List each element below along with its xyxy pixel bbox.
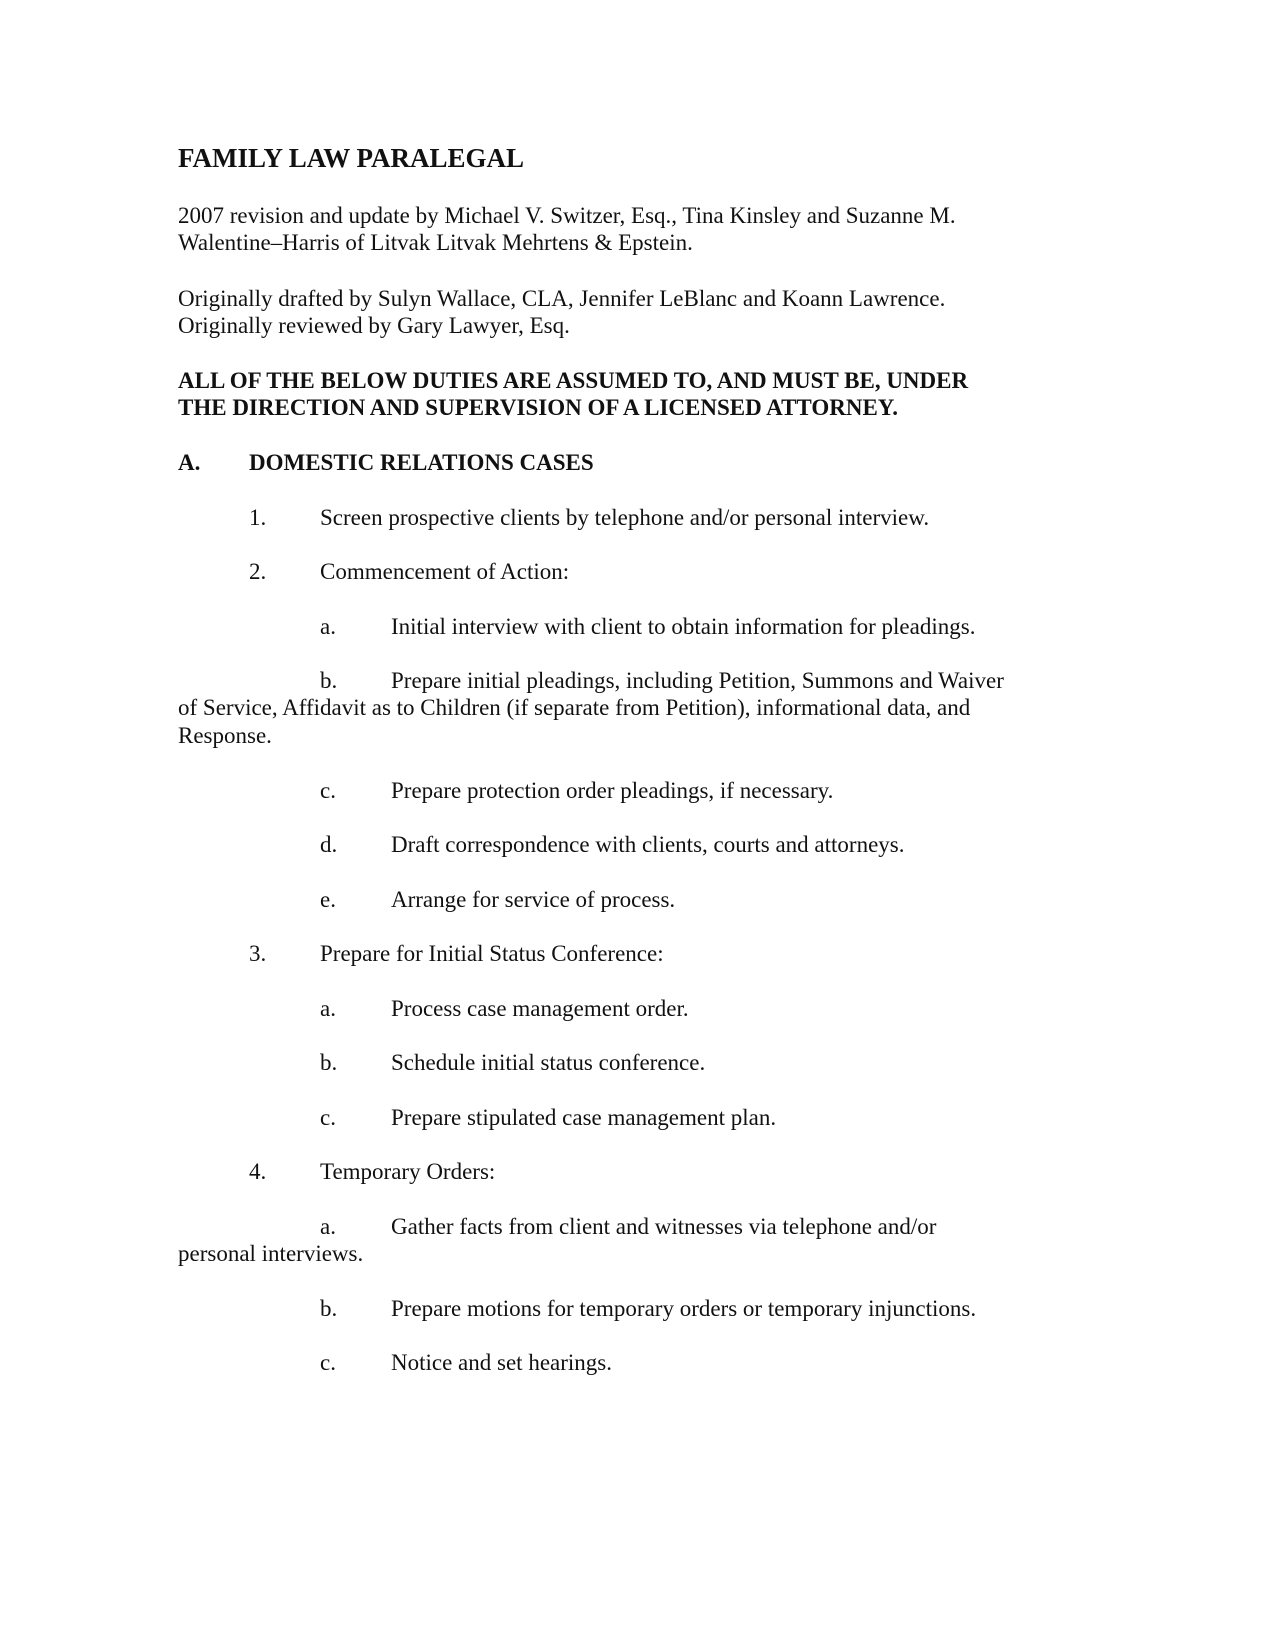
- item-text: Temporary Orders:: [320, 1159, 496, 1184]
- notice-line-2: THE DIRECTION AND SUPERVISION OF A LICENSED ATTORNEY.: [178, 395, 899, 420]
- origin-line-1: Originally drafted by Sulyn Wallace, CLA, Jennifer LeBlanc and Koann Lawrence.: [178, 286, 946, 311]
- item-text: Commencement of Action:: [320, 559, 570, 584]
- subitem-label: e.: [320, 887, 336, 912]
- subitem-label: c.: [320, 778, 336, 803]
- item-number: 4.: [249, 1159, 267, 1184]
- subitem-text: Prepare initial pleadings, including Petition, Summons and Waiver: [391, 668, 1004, 693]
- notice-line-1: ALL OF THE BELOW DUTIES ARE ASSUMED TO, AND MUST BE, UNDER: [178, 368, 969, 393]
- subitem-text: Process case management order.: [391, 996, 689, 1021]
- subitem-text: Initial interview with client to obtain information for pleadings.: [391, 614, 976, 639]
- subitem-text: Notice and set hearings.: [391, 1350, 612, 1375]
- item-text: Screen prospective clients by telephone and/or personal interview.: [320, 505, 930, 530]
- origin-line-2: Originally reviewed by Gary Lawyer, Esq.: [178, 313, 570, 338]
- subitem-text-continued: of Service, Affidavit as to Children (if separate from Petition), informational data, and: [178, 695, 971, 720]
- subitem-label: b.: [320, 1050, 338, 1075]
- subitem-text-continued: Response.: [178, 723, 272, 748]
- subitem-text: Schedule initial status conference.: [391, 1050, 706, 1075]
- subitem-label: c.: [320, 1105, 336, 1130]
- subitem-label: a.: [320, 614, 336, 639]
- item-number: 2.: [249, 559, 267, 584]
- revision-line-2: Walentine–Harris of Litvak Litvak Mehrtens & Epstein.: [178, 230, 693, 255]
- subitem-label: b.: [320, 1296, 338, 1321]
- subitem-label: a.: [320, 996, 336, 1021]
- item-number: 1.: [249, 505, 267, 530]
- section-label: A.: [178, 450, 201, 475]
- subitem-text: Arrange for service of process.: [391, 887, 676, 912]
- subitem-text: Gather facts from client and witnesses via telephone and/or: [391, 1214, 937, 1239]
- revision-line-1: 2007 revision and update by Michael V. Switzer, Esq., Tina Kinsley and Suzanne M.: [178, 203, 956, 228]
- subitem-text: Prepare stipulated case management plan.: [391, 1105, 777, 1130]
- subitem-label: b.: [320, 668, 338, 693]
- section-heading: DOMESTIC RELATIONS CASES: [249, 450, 594, 475]
- subitem-label: d.: [320, 832, 338, 857]
- subitem-text: Prepare protection order pleadings, if necessary.: [391, 778, 834, 803]
- subitem-text: Draft correspondence with clients, courts and attorneys.: [391, 832, 905, 857]
- subitem-label: c.: [320, 1350, 336, 1375]
- subitem-text: Prepare motions for temporary orders or temporary injunctions.: [391, 1296, 977, 1321]
- subitem-label: a.: [320, 1214, 336, 1239]
- subitem-text-continued: personal interviews.: [178, 1241, 364, 1266]
- item-text: Prepare for Initial Status Conference:: [320, 941, 664, 966]
- item-number: 3.: [249, 941, 267, 966]
- document-title: FAMILY LAW PARALEGAL: [178, 143, 525, 173]
